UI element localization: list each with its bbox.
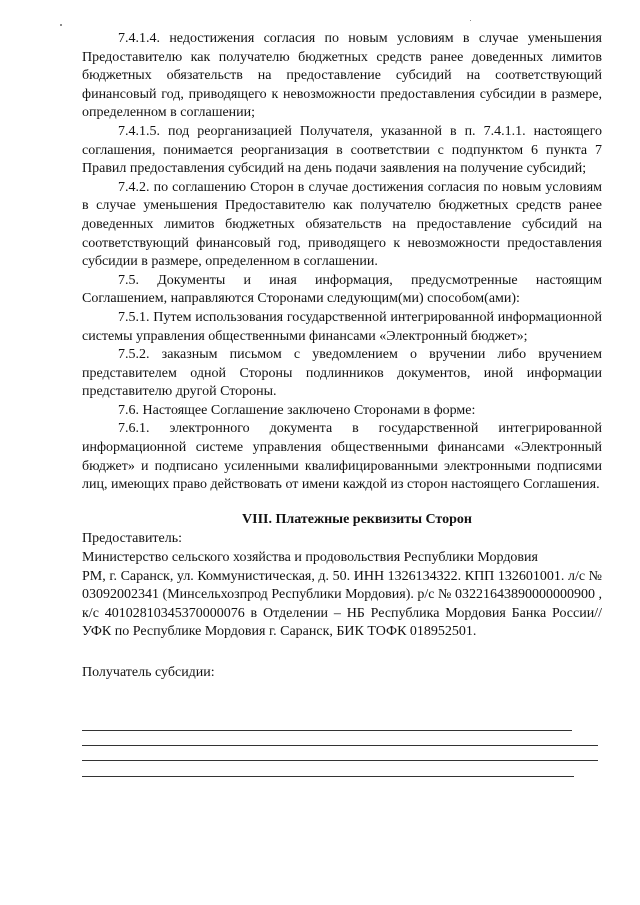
section-title: VIII. Платежные реквизиты Сторон: [242, 511, 472, 527]
blank-line: [82, 760, 598, 761]
paragraph-7-4-1-4: 7.4.1.4. недостижения согласия по новым условиям в случае уменьшения Предоставителю как получателю бюджетных средств ранее доведенных лимитов бюджетных обязательств на предоставление субсидий на соответствующий финансовый год, приводящего к невозможности предоставления субсидии в размере, определенном в соглашении;: [82, 31, 602, 121]
spacer: [82, 642, 602, 664]
provider-label: Предоставитель:: [82, 531, 183, 547]
paragraph-7-5-2: 7.5.2. заказным письмом с уведомлением о вручении либо вручением представителем одной Стороны подлинников документов, иной информации представителю другой Стороны.: [82, 347, 602, 400]
paragraph-7-4-1-5: 7.4.1.5. под реорганизацией Получателя, указанной в п. 7.4.1.1. настоящего соглашения, понимается реорганизация в соответствии с подпунктом 6 пункта 7 Правил предоставления субсидий на день подачи заявления на получение субсидий;: [82, 123, 602, 177]
provider-name: Министерство сельского хозяйства и продовольствия Республики Мордовия: [82, 550, 538, 566]
paragraph-7-6-1: 7.6.1. электронного документа в государственной интегрированной информационной системе управления общественными финансами «Электронный бюджет» и подписано усиленными квалифицированными электронными подписями лиц, имеющих право действовать от имени каждой из сторон настоящего Соглашения.: [82, 421, 602, 493]
blank-line: [82, 730, 572, 731]
paragraph-7-4-2: 7.4.2. по соглашению Сторон в случае достижения согласия по новым условиям в случае уменьшения Предоставителю как получателю бюджетных средств ранее доведенных лимитов бюджетных обязательств на предоставление субсидий на соответствующий финансовый год, приводящего к невозможности предоставления субсидии в размере, определенном в соглашении.: [82, 179, 602, 270]
blank-line: [82, 745, 598, 746]
recipient-label: Получатель субсидии:: [82, 665, 215, 680]
document-body: [82, 30, 602, 683]
blank-line: [82, 776, 574, 777]
paragraph-7-6: 7.6. Настоящее Соглашение заключено Сторонами в форме:: [118, 402, 476, 418]
provider-details: РМ, г. Саранск, ул. Коммунистическая, д. 50. ИНН 1326134322. КПП 132601001. л/с № 03092002341 (Минсельхозпрод Республики Мордовия). р/с № 03221643890000000900 , к/с 40102810345370000076 в Отделении – НБ Республика Мордовия Банка России// УФК по Республике Мордовия г. Саранск, БИК ТОФК 018952501.: [82, 568, 602, 640]
paragraph-7-5-1: 7.5.1. Путем использования государственной интегрированной информационной системы управления общественными финансами «Электронный бюджет»;: [82, 309, 602, 344]
paragraph-7-5: 7.5. Документы и иная информация, предусмотренные настоящим Соглашением, направляются Сторонами следующим(ми) способом(ами):: [82, 272, 602, 307]
scan-speck: [60, 24, 62, 26]
scan-speck: [470, 20, 471, 21]
